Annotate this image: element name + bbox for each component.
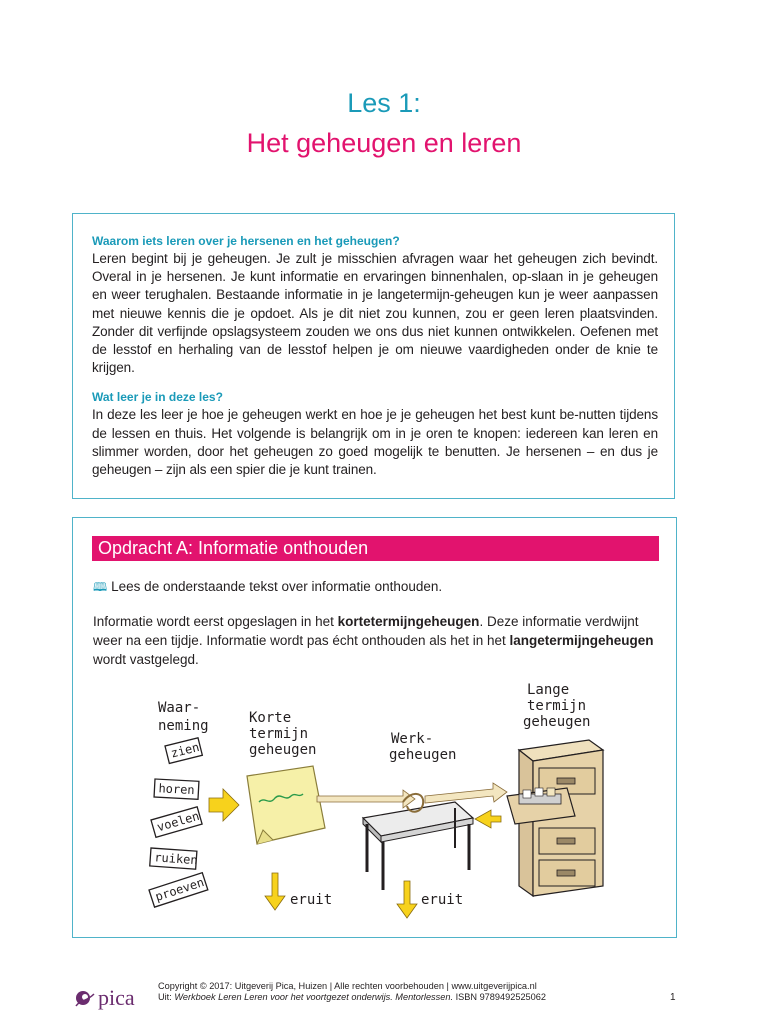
assignment-box <box>72 517 677 938</box>
assignment-instruction <box>93 578 442 599</box>
long-term-label-line2: termijn <box>527 698 587 714</box>
term-long: langetermijngeheugen <box>509 633 654 648</box>
sense-card-horen <box>154 779 199 799</box>
sense-card-proeven <box>149 873 208 907</box>
assignment-text-part: . Deze informatie verdwijnt weer na een tijdje. Informatie wordt pas écht onthouden als het in het <box>93 614 639 648</box>
sense-label: ruiken <box>153 850 199 868</box>
out-arrow-2-icon <box>397 881 417 918</box>
memory-diagram <box>73 668 676 938</box>
intro-paragraph-2: In deze les leer je hoe je geheugen werkt en hoe je je geheugen het best kunt be-nutten tijdens de lessen en thuis. Het volgende is belangrijk om in je oren te knopen: iedereen kan leren en slimmer worden, door het geheugen zo goed mogelijk te benutten. Je hersenen – en dus je geheugen – zijn als een spier die je kunt trainen. <box>92 407 658 478</box>
input-arrow-icon <box>209 789 239 821</box>
isbn: ISBN 9789492525062 <box>453 992 546 1002</box>
short-term-label-line2: termijn <box>249 726 309 742</box>
working-label-line2: geheugen <box>389 747 457 763</box>
book-icon: 🕮 <box>93 580 108 594</box>
page-number: 1 <box>670 992 676 1003</box>
long-term-label-line1: Lange <box>527 682 570 698</box>
assignment-text-part: Informatie wordt eerst opgeslagen in het <box>93 614 338 629</box>
instruction-text: Lees de onderstaande tekst over informatie onthouden. <box>111 579 443 594</box>
sticky-note-icon <box>247 766 325 844</box>
copyright-line: Copyright © 2017: Uitgeverij Pica, Huizen | Alle rechten voorbehouden | www.uitgeverijpica.nl <box>158 981 537 991</box>
transfer-arrow-icon <box>317 790 415 808</box>
perception-label-line1: Waar- <box>158 700 201 716</box>
intro-question-2: Wat leer je in deze les? <box>92 390 223 405</box>
publisher-logo <box>74 985 135 1011</box>
sense-label: horen <box>158 781 195 798</box>
retrieve-arrow-icon <box>475 810 501 828</box>
lesson-title: Het geheugen en leren <box>246 128 522 158</box>
out-label-2: eruit <box>421 892 464 908</box>
term-short: kortetermijngeheugen <box>337 614 480 629</box>
footer <box>158 981 546 1003</box>
assignment-text <box>93 612 658 669</box>
source-prefix: Uit: <box>158 992 175 1002</box>
out-arrow-1-icon <box>265 873 285 910</box>
table-icon <box>363 794 473 890</box>
pica-logo-icon <box>74 988 96 1008</box>
assignment-text-part: wordt vastgelegd. <box>93 652 199 667</box>
sense-label: zien <box>169 739 201 761</box>
intro-paragraph-1: Leren begint bij je geheugen. Je zult je misschien afvragen waar het geheugen zich bevindt. Overal in je hersenen. Je kunt informatie en ervaringen binnenhalen, op-slaan in je geheugen en weer terughalen. Bestaande informatie in je langetermijn-geheugen kun je weer aanpassen met nieuwe kennis die je opdoet. Als je dit niet zou kunnen, zou er geen leren plaatsvinden. Zonder dit verfijnde opslagsysteem zouden we ons dus niet kunnen ontwikkelen. Oefenen met de lesstof en herhaling van de lesstof helpen je om nieuwe vaardigheden onder de knie te krijgen. <box>92 251 658 376</box>
sense-label: proeven <box>153 875 206 904</box>
sense-label: voelen <box>155 808 201 835</box>
short-term-label-line3: geheugen <box>249 742 317 758</box>
intro-box <box>72 213 675 499</box>
working-label-line1: Werk- <box>391 731 434 747</box>
perception-label-line2: neming <box>158 718 209 734</box>
logo-text: pica <box>98 985 135 1010</box>
store-arrow-icon <box>425 783 507 803</box>
short-term-label-line1: Korte <box>249 710 292 726</box>
source-line <box>158 992 546 1003</box>
long-term-label-line3: geheugen <box>523 714 591 730</box>
assignment-title: Opdracht A: Informatie onthouden <box>92 536 659 561</box>
out-label-1: eruit <box>290 892 333 908</box>
source-title: Werkboek Leren Leren voor het voortgezet onderwijs. Mentorlessen. <box>174 992 454 1002</box>
intro-question-1: Waarom iets leren over je hersenen en het geheugen? <box>92 234 400 248</box>
sense-card-zien <box>165 738 202 764</box>
filing-cabinet-icon <box>507 740 603 896</box>
lesson-number: Les 1: <box>347 88 421 118</box>
sense-card-ruiken <box>150 848 198 869</box>
sense-card-voelen <box>151 807 202 838</box>
